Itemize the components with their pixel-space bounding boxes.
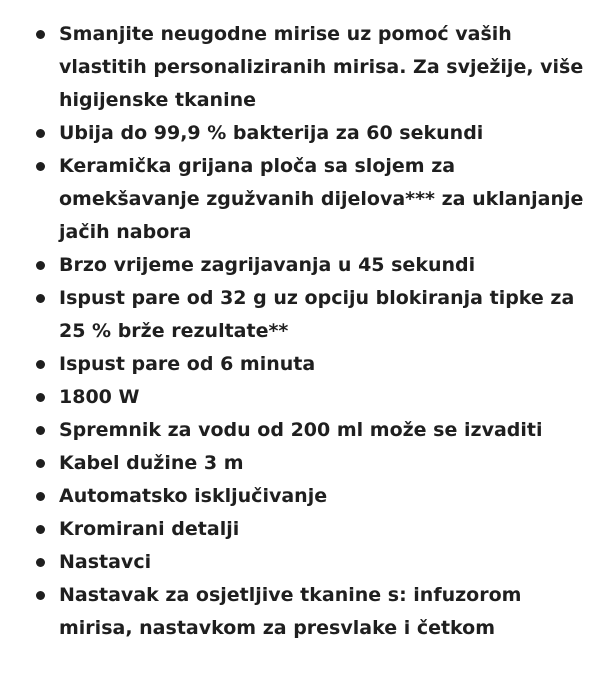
list-item-text: Ispust pare od 6 minuta bbox=[59, 353, 316, 375]
bullet-icon bbox=[36, 558, 45, 567]
list-item bbox=[0, 150, 597, 249]
list-item bbox=[0, 579, 597, 645]
list-item bbox=[0, 480, 597, 513]
list-item-text: Ispust pare od 32 g uz opciju blokiranja tipke za 25 % brže rezultate** bbox=[59, 287, 575, 342]
list-item-text: Kabel dužine 3 m bbox=[59, 452, 244, 474]
list-item bbox=[0, 546, 597, 579]
bullet-icon bbox=[36, 30, 45, 39]
list-item-text: Nastavak za osjetljive tkanine s: infuzorom mirisa, nastavkom za presvlake i četkom bbox=[59, 584, 522, 639]
list-item-text: Keramička grijana ploča sa slojem za omekšavanje zgužvanih dijelova*** za uklanjanje jačih nabora bbox=[59, 155, 584, 243]
list-item bbox=[0, 249, 597, 282]
list-item-text: Nastavci bbox=[59, 551, 152, 573]
bullet-icon bbox=[36, 360, 45, 369]
list-item bbox=[0, 381, 597, 414]
list-item-text: Spremnik za vodu od 200 ml može se izvaditi bbox=[59, 419, 543, 441]
bullet-icon bbox=[36, 261, 45, 270]
bullet-icon bbox=[36, 525, 45, 534]
list-item bbox=[0, 348, 597, 381]
list-item-text: Ubija do 99,9 % bakterija za 60 sekundi bbox=[59, 122, 484, 144]
list-item bbox=[0, 282, 597, 348]
bullet-icon bbox=[36, 591, 45, 600]
list-item-text: Automatsko isključivanje bbox=[59, 485, 328, 507]
bullet-icon bbox=[36, 162, 45, 171]
bullet-icon bbox=[36, 459, 45, 468]
feature-list bbox=[0, 18, 597, 645]
bullet-icon bbox=[36, 129, 45, 138]
bullet-icon bbox=[36, 492, 45, 501]
list-item-text: Smanjite neugodne mirise uz pomoć vaših vlastitih personaliziranih mirisa. Za svježije, više higijenske tkanine bbox=[59, 23, 584, 111]
list-item bbox=[0, 447, 597, 480]
list-item bbox=[0, 414, 597, 447]
list-item bbox=[0, 513, 597, 546]
bullet-icon bbox=[36, 426, 45, 435]
list-item bbox=[0, 18, 597, 117]
list-item-text: Brzo vrijeme zagrijavanja u 45 sekundi bbox=[59, 254, 476, 276]
list-item-text: Kromirani detalji bbox=[59, 518, 240, 540]
bullet-icon bbox=[36, 294, 45, 303]
list-item bbox=[0, 117, 597, 150]
list-item-text: 1800 W bbox=[59, 386, 140, 408]
bullet-icon bbox=[36, 393, 45, 402]
